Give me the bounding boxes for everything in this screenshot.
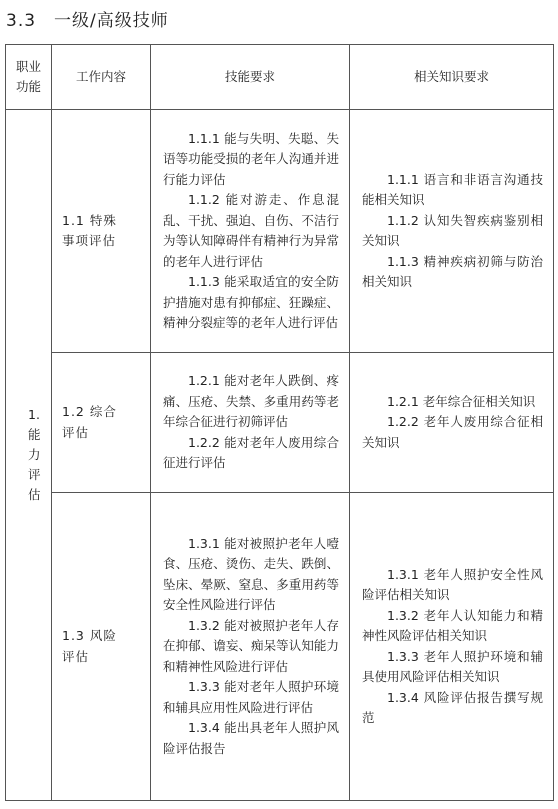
knowledge-cell bbox=[350, 353, 554, 493]
knowledge-item: 1.1.3 精神疾病初筛与防治相关知识 bbox=[362, 253, 543, 289]
knowledge-item: 1.3.4 风险评估报告撰写规范 bbox=[362, 689, 543, 725]
table-row bbox=[6, 353, 554, 493]
content-cell: 1.3 风险评估 bbox=[52, 493, 151, 801]
table-row bbox=[6, 493, 554, 801]
header-skills: 技能要求 bbox=[151, 45, 350, 110]
section-title: 一级/高级技师 bbox=[54, 11, 169, 31]
table-row bbox=[6, 110, 554, 353]
header-function: 职业功能 bbox=[6, 45, 52, 110]
section-heading bbox=[6, 6, 169, 31]
content-cell: 1.2 综合评估 bbox=[52, 353, 151, 493]
skill-item: 1.3.2 能对被照护老年人存在抑郁、谵妄、痴呆等认知能力和精神性风险进行评估 bbox=[163, 617, 339, 674]
knowledge-cell bbox=[350, 110, 554, 353]
skills-cell bbox=[151, 493, 350, 801]
skill-item: 1.1.1 能与失明、失聪、失语等功能受损的老年人沟通并进行能力评估 bbox=[163, 130, 339, 187]
knowledge-item: 1.2.2 老年人废用综合征相关知识 bbox=[362, 414, 543, 450]
skill-item: 1.1.2 能对游走、作息混乱、干扰、强迫、自伤、不洁行为等认知障碍伴有精神行为异常的老年人进行评估 bbox=[163, 192, 339, 269]
knowledge-item: 1.3.3 老年人照护环境和辅具使用风险评估相关知识 bbox=[362, 648, 543, 684]
skills-cell bbox=[151, 110, 350, 353]
header-content: 工作内容 bbox=[52, 45, 151, 110]
competency-table bbox=[5, 44, 554, 801]
knowledge-item: 1.3.2 老年人认知能力和精神性风险评估相关知识 bbox=[362, 607, 543, 643]
content-cell: 1.1 特殊事项评估 bbox=[52, 110, 151, 353]
skill-item: 1.3.4 能出具老年人照护风险评估报告 bbox=[163, 720, 339, 756]
skill-item: 1.3.1 能对被照护老年人噎食、压疮、烫伤、走失、跌倒、坠床、晕厥、窒息、多重用药等安全性风险进行评估 bbox=[163, 535, 339, 613]
section-number: 3.3 bbox=[6, 11, 37, 31]
knowledge-cell bbox=[350, 493, 554, 801]
header-knowledge: 相关知识要求 bbox=[350, 45, 554, 110]
table-header-row bbox=[6, 45, 554, 110]
skill-item: 1.1.3 能采取适宜的安全防护措施对患有抑郁症、狂躁症、精神分裂症等的老年人进行评估 bbox=[163, 274, 339, 330]
knowledge-item: 1.2.1 老年综合征相关知识 bbox=[387, 393, 536, 409]
skills-cell bbox=[151, 353, 350, 493]
knowledge-item: 1.1.2 认知失智疾病鉴别相关知识 bbox=[362, 212, 543, 248]
knowledge-item: 1.1.1 语言和非语言沟通技能相关知识 bbox=[362, 171, 543, 207]
knowledge-item: 1.3.1 老年人照护安全性风险评估相关知识 bbox=[362, 566, 543, 602]
skill-item: 1.2.2 能对老年人废用综合征进行评估 bbox=[163, 434, 339, 471]
skill-item: 1.3.3 能对老年人照护环境和辅具应用性风险进行评估 bbox=[163, 679, 339, 715]
function-cell: 1. 能力评估 bbox=[6, 110, 52, 801]
skill-item: 1.2.1 能对老年人跌倒、疼痛、压疮、失禁、多重用药等老年综合征进行初筛评估 bbox=[163, 373, 339, 430]
